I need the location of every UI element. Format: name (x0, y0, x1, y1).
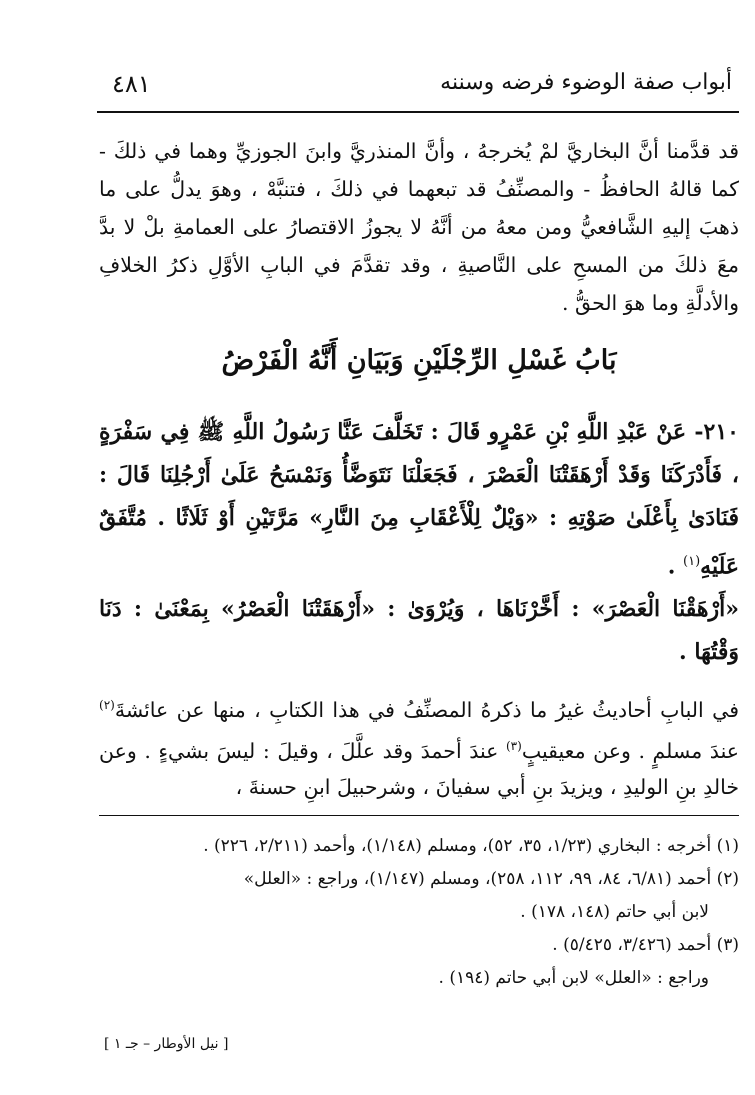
footnote-ref-1: (١) (683, 554, 701, 569)
commentary-part-3: عندَ أحمدَ وقد علَّلَ ، وقيلَ : ليسَ بشيءٍ . وعن خالدِ بنِ الوليدِ ، ويزيدَ بنِ أبي سفيانَ ، وشرحبيلَ ابنِ حسنةَ ، (99, 738, 739, 799)
footnote-ref-3: (٣) (505, 738, 522, 753)
footnote-2-cont: لابن أبي حاتم (١٤٨، ١٧٨) . (520, 902, 709, 922)
gloss-paragraph: «أَرْهَقْنَا الْعَصْرَ» : أَخَّرْنَاهَا ، وَيُرْوَىٰ : «أَرْهَقَتْنَا الْعَصْرُ» بِمَعْنَىٰ : دَنَا وَقْتُهَا . (99, 596, 739, 665)
commentary-paragraph (99, 687, 739, 805)
intro-paragraph: قد قدَّمنا أنَّ البخاريَّ لمْ يُخرجهُ ، وأنَّ المنذريَّ وابنَ الجوزيِّ وهما في ذلكَ - كما قالهُ الحافظُ - والمصنِّفُ قد تبعهما في ذلكَ ، فتنبَّهْ ، وهوَ يدلُّ على ما ذهبَ إليهِ الشَّافعيُّ ومن معهُ من أنَّهُ لا يجوزُ الاقتصارُ على العمامةِ بلْ لا بدَّ معَ ذلكَ من المسحِ على النَّاصيةِ ، وقد تقدَّمَ في البابِ الأوَّلِ ذكرُ الخلافِ والأدلَّةِ وما هوَ الحقُّ . (99, 139, 739, 315)
hadith-text: ٢١٠- عَنْ عَبْدِ اللَّهِ بْنِ عَمْرٍو قَالَ : تَخَلَّفَ عَنَّا رَسُولُ اللَّهِ ﷺ فِي سَفْرَةٍ ، فَأَدْرَكَنَا وَقَدْ أَرْهَقَتْنَا الْعَصْرَ ، فَجَعَلْنَا نَتَوَضَّأُ وَنَمْسَحُ عَلَىٰ أَرْجُلِنَا قَالَ : فَنَادَىٰ بِأَعْلَىٰ صَوْتِهِ : «وَيْلٌ لِلْأَعْقَابِ مِنَ النَّارِ» مَرَّتَيْنِ أَوْ ثَلَاثًا . مُتَّفَقٌ عَلَيْهِ (99, 419, 739, 580)
footnote-2: (٢) أحمد (٦/٨١، ٨٤، ٩٩، ١١٢، ٢٥٨)، ومسلم (١/١٤٧)، وراجع : «العلل» (243, 869, 739, 889)
page-number: ٤٨١ (112, 70, 151, 98)
commentary-part-1: في البابِ أحاديثُ غيرُ ما ذكرهُ المصنِّفُ في هذا الكتابِ ، منها عن عائشةَ (114, 697, 739, 722)
hadith-210 (99, 411, 739, 588)
footnote-1: (١) أخرجه : البخاري (١/٢٣، ٣٥، ٥٢)، ومسلم (١/١٤٨)، وأحمد (٢/٢١١، ٢٢٦) . (203, 836, 739, 856)
footnote-ref-2: (٢) (99, 698, 115, 712)
book-footer: [ نيل الأوطار – جـ ١ ] (104, 1036, 229, 1052)
chapter-title: بَابُ غَسْلِ الرِّجْلَيْنِ وَبَيَانِ أَنَّهُ الْفَرْضُ (221, 345, 617, 376)
header-rule (97, 111, 739, 113)
header-title: أبواب صفة الوضوء فرضه وسننه (440, 70, 732, 95)
hadith-end: . (667, 553, 684, 580)
footnotes (99, 830, 739, 995)
footnote-3-cont: وراجع : «العلل» لابن أبي حاتم (١٩٤) . (438, 968, 709, 988)
commentary-part-2: عندَ مسلمٍ . وعن معيقيبٍ (521, 738, 739, 763)
running-header (112, 66, 732, 106)
footnote-3: (٣) أحمد (٣/٤٢٦، ٥/٤٢٥) . (552, 935, 739, 955)
footnote-rule (99, 815, 739, 816)
